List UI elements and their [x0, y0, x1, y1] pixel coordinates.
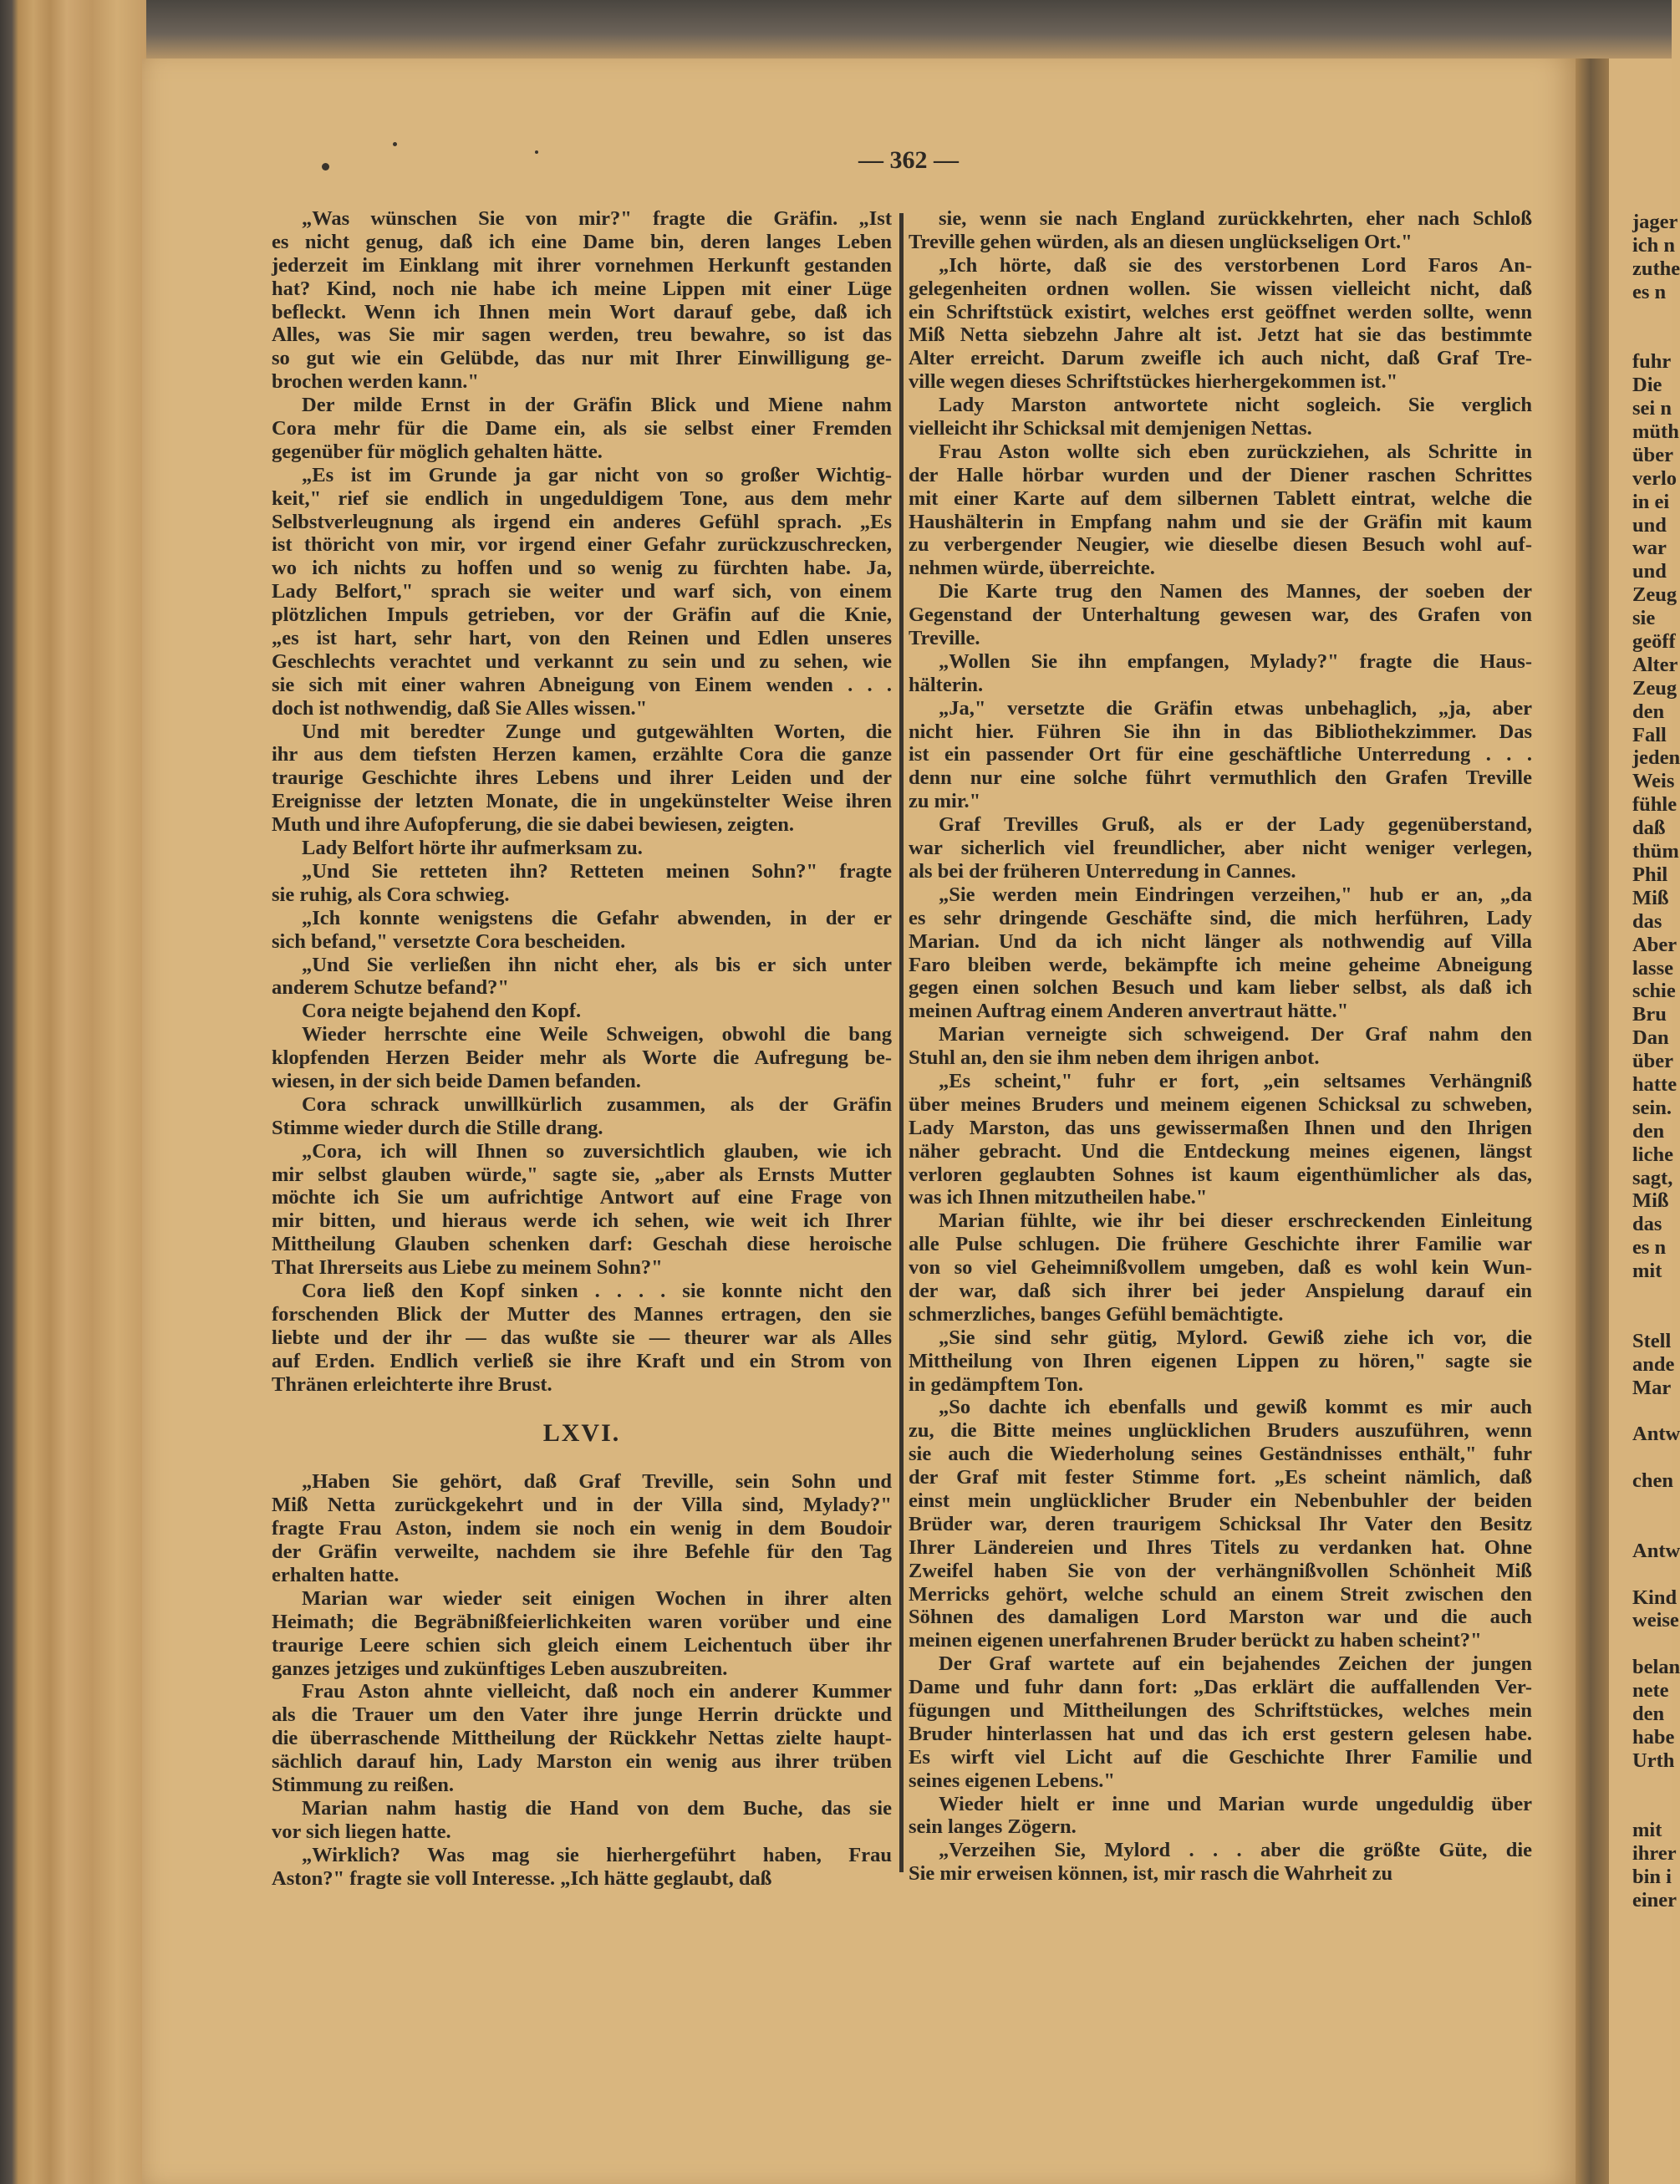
text-line: klopfenden Herzen Beider mehr als Worte die Aufregung be-: [272, 1046, 892, 1070]
text-fragment: fühle: [1632, 793, 1677, 817]
text-fragment: das: [1632, 1213, 1662, 1236]
paragraph: [909, 1839, 1532, 1886]
text-line: Cora schrack unwillkürlich zusammen, als der Gräfin: [302, 1092, 892, 1116]
text-fragment: den: [1632, 700, 1665, 723]
text-fragment: [1632, 304, 1680, 328]
text-fragment: jeden: [1632, 746, 1680, 770]
text-line: brochen werden kann.": [272, 370, 479, 394]
paragraph: [272, 860, 892, 907]
text-fragment: sein.: [1632, 1096, 1672, 1119]
text-line: der Halle hörbar wurden und der Diener raschen Schrittes: [909, 463, 1532, 486]
paragraph: [272, 1280, 892, 1396]
text-line: Miß Netta zurückgekehrt und in der Villa sind, Mylady?": [272, 1494, 892, 1517]
text-fragment: Weis: [1632, 770, 1675, 793]
text-line: Marian fühlte, wie ihr bei dieser erschreckenden Einleitung: [939, 1209, 1532, 1233]
text-line: Stimme wieder durch die Stille drang.: [272, 1116, 603, 1139]
text-line: Brüder war, deren traurigem Schicksal Ihr Vater den Besitz: [909, 1512, 1532, 1535]
text-fragment: Zeug: [1632, 583, 1677, 607]
text-line: That Ihrerseits aus Liebe zu meinem Sohn?": [272, 1256, 663, 1280]
text-column-right: [909, 207, 1532, 1886]
text-line: „So dachte ich ebenfalls und gewiß kommt es mir auch: [939, 1396, 1532, 1419]
text-fragment: Die: [1632, 374, 1662, 397]
text-line: Lady Marston antwortete nicht sogleich. Sie verglich: [939, 394, 1532, 417]
text-fragment: hatte: [1632, 1072, 1677, 1096]
paragraph: [909, 813, 1532, 883]
text-fragment: Phil: [1632, 863, 1668, 886]
ink-speck: [393, 142, 397, 146]
text-fragment: und: [1632, 560, 1667, 583]
text-line: „es ist hart, sehr hart, von den Reinen und Edlen unseres: [272, 627, 892, 650]
text-line: „Es scheint," fuhr er fort, „ein seltsames Verhängniß: [939, 1069, 1532, 1092]
text-line: Treville.: [909, 627, 980, 650]
text-line: Der Graf wartete auf ein bejahendes Zeichen der jungen: [939, 1652, 1532, 1676]
text-line: hat? Kind, noch nie habe ich meine Lippen mit einer Lüge: [272, 277, 892, 300]
text-line: schmerzliches, banges Gefühl bemächtigte.: [909, 1302, 1284, 1326]
text-line: Cora neigte bejahend den Kopf.: [302, 1000, 582, 1023]
text-line: Lady Belfort hörte ihr aufmerksam zu.: [302, 837, 643, 860]
paragraph: [909, 207, 1532, 254]
text-fragment: Zeug: [1632, 676, 1677, 700]
text-line: forschenden Blick der Mutter des Mannes ertragen, den sie: [272, 1302, 892, 1326]
text-fragment: müth: [1632, 420, 1679, 444]
text-line: Miß Netta siebzehn Jahre alt ist. Jetzt hat sie das bestimmte: [909, 323, 1532, 347]
text-fragment: in ei: [1632, 490, 1670, 513]
text-fragment: ihrer: [1632, 1842, 1677, 1866]
text-line: Cora ließ den Kopf sinken . . . . sie konnte nicht den: [302, 1279, 892, 1302]
text-fragment: sagt,: [1632, 1166, 1673, 1189]
text-line: „Und Sie verließen ihn nicht eher, als bis er sich unter: [302, 953, 892, 976]
text-line: es nicht genug, daß ich eine Dame bin, deren langes Leben: [272, 230, 892, 253]
book-gutter: [1576, 59, 1609, 2184]
text-line: Treville gehen würden, als an diesen unglückseligen Ort.": [909, 230, 1413, 253]
text-line: „Ja," versetzte die Gräfin etwas unbehaglich, „ja, aber: [939, 696, 1532, 720]
text-line: Mittheilung von Ihren eigenen Lippen zu hören," sagte sie: [909, 1349, 1532, 1372]
text-fragment: Miß: [1632, 886, 1669, 909]
text-fragment: [1632, 1493, 1680, 1516]
text-fragment: bin i: [1632, 1866, 1672, 1889]
book-top-edge: [0, 0, 1672, 65]
text-line: Heimath; die Begräbnißfeierlichkeiten waren vorüber und eine: [272, 1610, 892, 1633]
text-line: Mittheilung Glauben schenken darf: Geschah diese heroische: [272, 1233, 892, 1256]
text-line: es sehr dringende Geschäfte sind, die mich herführen, Lady: [909, 906, 1532, 929]
text-fragment: Kind: [1632, 1586, 1677, 1609]
paragraph: [909, 697, 1532, 813]
text-line: als die Trauer um den Vater ihre junge Herrin drückte und: [272, 1703, 892, 1727]
text-line: Muth und ihre Aufopferung, die sie dabei bewiesen, zeigten.: [272, 813, 795, 837]
text-line: fügungen und Mittheilungen des Schriftstückes, welches mein: [909, 1699, 1532, 1722]
text-line: ville wegen dieses Schriftstückes hierhergekommen ist.": [909, 370, 1398, 394]
text-line: einst mein unglücklicher Bruder ein Nebenbuhler der beiden: [909, 1489, 1532, 1512]
paragraph: [272, 907, 892, 954]
text-line: die überraschende Mittheilung der Rückkehr Nettas zielte haupt-: [272, 1727, 892, 1750]
text-line: Ihrer Ländereien und Ihres Titels zu verdanken hat. Ohne: [909, 1535, 1532, 1559]
text-fragment: Aber: [1632, 933, 1677, 956]
text-fragment: [1632, 1632, 1680, 1656]
text-line: Lady Marston, das uns gewissermaßen Ihnen und den Ihrigen: [909, 1116, 1532, 1139]
paragraph: [909, 650, 1532, 697]
text-line: so gut wie ein Gelübde, das nur mit Ihrer Einwilligung ge-: [272, 347, 892, 370]
text-fragment: den: [1632, 1703, 1665, 1725]
text-line: sich befand," versetzte Cora bescheiden.: [272, 929, 626, 953]
text-line: „Wirklich? Was mag sie hierhergeführt haben, Frau: [302, 1843, 892, 1866]
text-line: meinen Auftrag einem Anderen anvertraut hätte.": [909, 1000, 1349, 1023]
paragraph: [909, 1652, 1532, 1792]
text-line: Marian war wieder seit einigen Wochen in ihrer alten: [302, 1586, 892, 1610]
paragraph: [272, 1844, 892, 1891]
text-fragment: habe: [1632, 1725, 1675, 1749]
text-fragment: geöff: [1632, 630, 1676, 654]
text-column-left: [272, 207, 892, 1890]
text-line: jederzeit im Einklang mit ihrer vornehmen Herkunft gestanden: [272, 253, 892, 277]
text-line: Gegenstand der Unterhaltung gewesen war, des Grafen von: [909, 603, 1532, 627]
text-line: befleckt. Wenn ich Ihnen mein Wort darauf gebe, daß ich: [272, 300, 892, 323]
text-line: Cora mehr für die Dame ein, als sie selbst einer Fremden: [272, 417, 892, 440]
paragraph: [272, 837, 892, 860]
text-line: vielleicht ihr Schicksal mit demjenigen Nettas.: [909, 417, 1312, 440]
text-line: ist ein passender Ort für eine geschäftliche Unterredung . . .: [909, 743, 1532, 766]
text-line: Stuhl an, den sie ihm neben dem ihrigen anbot.: [909, 1046, 1320, 1070]
column-rule: [899, 213, 904, 1872]
text-fragment: Fall: [1632, 723, 1667, 746]
text-fragment: und: [1632, 513, 1667, 537]
text-fragment: Antw: [1632, 1539, 1680, 1562]
text-fragment: sie: [1632, 607, 1656, 630]
facing-page-text-fragments: [1632, 211, 1680, 1912]
text-line: „Was wünschen Sie von mir?" fragte die Gräfin. „Ist: [302, 207, 892, 230]
text-line: sie auch die Wiederholung seines Geständnisses enthält," fuhr: [909, 1443, 1532, 1466]
text-line: mir bitten, und hieraus werde ich sehen, wie weit ich Ihrer: [272, 1209, 892, 1233]
text-line: „Ich konnte wenigstens die Gefahr abwenden, in der er: [302, 906, 892, 929]
text-line: vor sich liegen hatte.: [272, 1820, 451, 1843]
text-fragment: es n: [1632, 1236, 1667, 1260]
text-line: was ich Ihnen mitzutheilen habe.": [909, 1186, 1208, 1209]
paragraph: [909, 883, 1532, 1023]
text-line: Marian verneigte sich schweigend. Der Graf nahm den: [939, 1023, 1532, 1046]
text-fragment: [1632, 1446, 1680, 1469]
paragraph: [272, 720, 892, 837]
text-line: erhalten hatte.: [272, 1563, 400, 1586]
text-line: zu, die Bitte meines unglücklichen Bruders auszuführen, wenn: [909, 1419, 1532, 1443]
text-line: von so viel Geheimnißvollem umgeben, daß es wohl kein Wun-: [909, 1256, 1532, 1280]
text-line: Graf Trevilles Gruß, als er der Lady gegenüberstand,: [939, 813, 1532, 837]
text-line: traurige Geschichte ihres Lebens und ihrer Leiden und der: [272, 766, 892, 790]
text-fragment: mit: [1632, 1819, 1662, 1842]
text-line: der Gräfin verweilte, nachdem sie ihre Befehle für den Tag: [272, 1540, 892, 1564]
text-line: Die Karte trug den Namen des Mannes, der soeben der: [939, 580, 1532, 603]
page-number: — 362 —: [858, 146, 959, 174]
text-fragment: liche: [1632, 1143, 1673, 1166]
text-line: gegen einen solchen Besuch und kam lieber selbst, als daß ich: [909, 976, 1532, 1000]
text-line: über meines Bruders und meinem eigenen Schicksal zu schweben,: [909, 1092, 1532, 1116]
paragraph: [272, 1140, 892, 1280]
text-fragment: ande: [1632, 1352, 1675, 1376]
text-fragment: daß: [1632, 817, 1666, 840]
text-line: sie sich mit einer wahren Abneigung von Einem wenden . . .: [272, 673, 892, 696]
text-fragment: schie: [1632, 980, 1676, 1003]
paragraph: [909, 1793, 1532, 1840]
text-line: Bruder hinterlassen hat und das ich erst gestern gelesen habe.: [909, 1722, 1532, 1745]
paragraph: [272, 954, 892, 1000]
text-line: meinen eigenen unerfahrenen Bruder berückt zu haben scheint?": [909, 1629, 1482, 1652]
paragraph: [272, 1470, 892, 1586]
text-line: doch ist nothwendig, daß Sie Alles wissen.": [272, 696, 648, 720]
text-fragment: thüm: [1632, 840, 1679, 863]
text-fragment: [1632, 1773, 1680, 1796]
paragraph: [909, 440, 1532, 580]
text-line: „Wollen Sie ihn empfangen, Mylady?" fragte die Haus-: [939, 649, 1532, 673]
text-line: sächlich darauf hin, Lady Marston ein wenig aus ihrer trüben: [272, 1750, 892, 1774]
paragraph: [909, 1023, 1532, 1070]
text-line: der Graf mit fester Stimme fort. „Es scheint nämlich, daß: [909, 1466, 1532, 1489]
text-line: als bei der früheren Unterredung in Cannes.: [909, 859, 1296, 883]
text-fragment: mit: [1632, 1260, 1662, 1283]
text-line: „Sie sind sehr gütig, Mylord. Gewiß ziehe ich vor, die: [939, 1326, 1532, 1349]
text-line: in gedämpftem Ton.: [909, 1372, 1083, 1396]
text-line: mir selbst glauben würde," sagte sie, „aber als Ernsts Mutter: [272, 1163, 892, 1186]
paragraph: [272, 1797, 892, 1844]
text-line: Selbstverleugnung als irgend ein anderes Gefühl sprach. „Es: [272, 510, 892, 533]
paragraph: [272, 464, 892, 720]
text-fragment: nete: [1632, 1679, 1669, 1703]
paragraph: [272, 1093, 892, 1140]
text-line: „Und Sie retteten ihn? Retteten meinen Sohn?" fragte: [302, 859, 892, 883]
text-line: hälterin.: [909, 673, 984, 696]
text-line: anderem Schutze befand?": [272, 976, 510, 1000]
text-line: sein langes Zögern.: [909, 1815, 1077, 1839]
paragraph: [272, 1023, 892, 1093]
text-line: der war, daß sich ihrer bei jeder Anspielung darauf ein: [909, 1279, 1532, 1302]
paragraph: [272, 1000, 892, 1023]
text-line: gegenüber für möglich gehalten hätte.: [272, 440, 603, 463]
text-line: Wieder herrschte eine Weile Schweigen, obwohl die bang: [302, 1023, 892, 1046]
text-line: sie, wenn sie nach England zurückkehrten, eher nach Schloß: [939, 207, 1532, 230]
text-line: Alter erreicht. Darum zweifle ich auch nicht, daß Graf Tre-: [909, 347, 1532, 370]
text-fragment: es n: [1632, 280, 1667, 303]
paragraph: [272, 394, 892, 464]
text-line: Thränen erleichterte ihre Brust.: [272, 1372, 552, 1396]
text-line: liebte und der ihr — das wußte sie — theurer war als Alles: [272, 1326, 892, 1349]
ink-speck: [322, 163, 329, 171]
text-line: sie ruhig, als Cora schwieg.: [272, 883, 510, 906]
text-line: denn nur eine solche führt vermuthlich den Grafen Treville: [909, 766, 1532, 790]
text-fragment: verlo: [1632, 466, 1677, 490]
paragraph: [909, 1209, 1532, 1326]
text-line: ein Schriftstück existirt, welches erst geöffnet werden sollte, wenn: [909, 300, 1532, 323]
text-line: „Haben Sie gehört, daß Graf Treville, sein Sohn und: [302, 1470, 892, 1494]
text-line: Der milde Ernst in der Gräfin Blick und Miene nahm: [302, 394, 892, 417]
text-fragment: chen: [1632, 1469, 1673, 1493]
text-fragment: Alter: [1632, 653, 1678, 676]
paragraph: [909, 580, 1532, 650]
text-fragment: [1632, 327, 1680, 350]
text-line: auf Erden. Endlich verließ sie ihre Kraft und ein Strom von: [272, 1349, 892, 1372]
text-line: Frau Aston ahnte vielleicht, daß noch ein anderer Kummer: [302, 1680, 892, 1703]
text-line: wiesen, in der sich beide Damen befanden.: [272, 1069, 641, 1092]
text-line: Merricks gehört, welche schuld an einem Streit zwischen den: [909, 1582, 1532, 1606]
text-line: Marian nahm hastig die Hand von dem Buche, das sie: [302, 1796, 892, 1820]
text-line: Es wirft viel Licht auf die Geschichte Ihrer Familie und: [909, 1745, 1532, 1769]
text-line: „Sie werden mein Eindringen verzeihen," hub er an, „da: [939, 883, 1532, 906]
text-fragment: sei n: [1632, 397, 1672, 420]
text-line: nicht hier. Führen Sie ihn in das Bibliothekzimmer. Das: [909, 720, 1532, 743]
text-line: nehmen würde, überreichte.: [909, 557, 1155, 580]
text-fragment: Dan: [1632, 1026, 1669, 1050]
text-line: keit," rief sie endlich in ungeduldigem Tone, aus dem mehr: [272, 486, 892, 510]
text-fragment: Bru: [1632, 1003, 1667, 1026]
text-line: verloren geglaubten Sohnes ist kaum eigenthümlicher als das,: [909, 1163, 1532, 1186]
paragraph: [272, 1587, 892, 1681]
chapter-heading: LXVI.: [542, 1419, 621, 1448]
text-line: Zweifel haben Sie von der verhängnißvollen Schönheit Miß: [909, 1559, 1532, 1582]
text-fragment: über: [1632, 1050, 1673, 1073]
text-line: „Cora, ich will Ihnen so zuversichtlich glauben, wie ich: [302, 1139, 892, 1163]
text-line: war sicherlich viel freundlicher, aber nicht weniger verlegen,: [909, 837, 1532, 860]
text-line: wo ich nichts zu hoffen und so wenig zu fürchten habe. Ja,: [272, 557, 892, 580]
text-fragment: [1632, 1306, 1680, 1330]
text-fragment: [1632, 1516, 1680, 1540]
text-line: Marian. Und da ich nicht länger als nothwendig auf Villa: [909, 929, 1532, 953]
text-line: ganzes jetziges und zukünftiges Leben auszubreiten.: [272, 1657, 728, 1680]
text-line: Lady Belfort," sprach sie weiter und warf sich, von einem: [272, 580, 892, 603]
text-fragment: Antw: [1632, 1423, 1680, 1446]
text-line: traurige Leere schien sich gleich einem Leichentuch über ihr: [272, 1633, 892, 1657]
text-line: Faro bleiben werde, bekämpfte ich meine geheime Abneigung: [909, 953, 1532, 976]
text-line: „Es ist im Grunde ja gar nicht von so großer Wichtig-: [302, 463, 892, 486]
text-fragment: ich n: [1632, 233, 1676, 257]
text-line: näher gebracht. Und die Entdeckung meines eigenen, längst: [909, 1139, 1532, 1163]
text-fragment: Urth: [1632, 1749, 1675, 1772]
text-fragment: [1632, 1563, 1680, 1586]
text-line: möchte ich Sie um aufrichtige Antwort auf eine Frage von: [272, 1186, 892, 1209]
text-line: seines eigenen Lebens.": [909, 1769, 1116, 1792]
text-line: ihr aus dem tiefsten Herzen kamen, erzählte Cora die ganze: [272, 743, 892, 766]
text-line: Dame und fuhr dann fort: „Das erklärt die auffallenden Ver-: [909, 1676, 1532, 1699]
text-line: Ereignisse der letzten Monate, die in ungekünstelter Weise ihren: [272, 790, 892, 813]
text-fragment: [1632, 1399, 1680, 1423]
text-line: Sie mir erweisen können, ist, mir rasch die Wahrheit zu: [909, 1862, 1393, 1886]
text-line: alle Pulse schlugen. Die frühere Geschichte ihrer Familie war: [909, 1233, 1532, 1256]
paragraph: [909, 1396, 1532, 1652]
paragraph: [909, 1326, 1532, 1397]
paragraph: [272, 207, 892, 394]
text-fragment: jager: [1632, 211, 1678, 233]
text-fragment: Miß: [1632, 1189, 1669, 1213]
text-line: Und mit beredter Zunge und gutgewählten Worten, die: [302, 720, 892, 743]
paragraph: [909, 254, 1532, 394]
text-line: Geschlechts verachtet und verkannt zu sein und zu sehen, wie: [272, 649, 892, 673]
text-line: „Ich hörte, daß sie des verstorbenen Lord Faros An-: [939, 253, 1532, 277]
text-fragment: war: [1632, 537, 1667, 560]
ink-speck: [535, 150, 538, 154]
text-line: fragte Frau Aston, indem sie noch ein wenig in dem Boudoir: [272, 1517, 892, 1540]
text-line: mit einer Karte auf dem silbernen Tablett eintrat, welche die: [909, 486, 1532, 510]
text-fragment: zuthe: [1632, 257, 1680, 280]
text-fragment: belan: [1632, 1656, 1680, 1679]
text-fragment: [1632, 1796, 1680, 1820]
text-line: zu mir.": [909, 790, 981, 813]
text-fragment: einer: [1632, 1889, 1677, 1912]
text-fragment: über: [1632, 443, 1673, 466]
text-fragment: Mar: [1632, 1376, 1672, 1399]
text-fragment: [1632, 1283, 1680, 1306]
text-fragment: den: [1632, 1119, 1665, 1143]
text-line: gelegenheiten ordnen wollen. Sie wissen vielleicht nicht, daß: [909, 277, 1532, 300]
text-fragment: das: [1632, 909, 1662, 933]
text-line: Aston?" fragte sie voll Interesse. „Ich hätte geglaubt, daß: [272, 1866, 772, 1890]
text-line: Alles, was Sie mir sagen werden, treu bewahre, so ist das: [272, 323, 892, 347]
text-line: Frau Aston wollte sich eben zurückziehen, als Schritte in: [939, 440, 1532, 463]
book-page-edges: [0, 0, 146, 2184]
text-line: ist thöricht von mir, vor irgend einer Gefahr zurückzuschrecken,: [272, 533, 892, 557]
text-line: Stimmung zu reißen.: [272, 1774, 455, 1796]
text-line: „Verzeihen Sie, Mylord . . . aber die größte Güte, die: [939, 1839, 1532, 1862]
text-fragment: fuhr: [1632, 350, 1672, 374]
paragraph: [909, 1070, 1532, 1209]
text-line: Söhnen des damaligen Lord Marston war und die auch: [909, 1606, 1532, 1629]
paragraph: [909, 394, 1532, 440]
text-line: plötzlichen Impuls getrieben, vor der Gräfin auf die Knie,: [272, 603, 892, 627]
text-fragment: Stell: [1632, 1329, 1672, 1352]
text-line: Haushälterin in Empfang nahm und sie der Gräfin mit kaum: [909, 510, 1532, 533]
text-fragment: weise: [1632, 1609, 1679, 1632]
text-fragment: lasse: [1632, 956, 1673, 980]
text-line: Wieder hielt er inne und Marian wurde ungeduldig über: [939, 1792, 1532, 1815]
paragraph: [272, 1680, 892, 1796]
text-line: zu verbergender Neugier, wie dieselbe diesen Besuch wohl auf-: [909, 533, 1532, 557]
